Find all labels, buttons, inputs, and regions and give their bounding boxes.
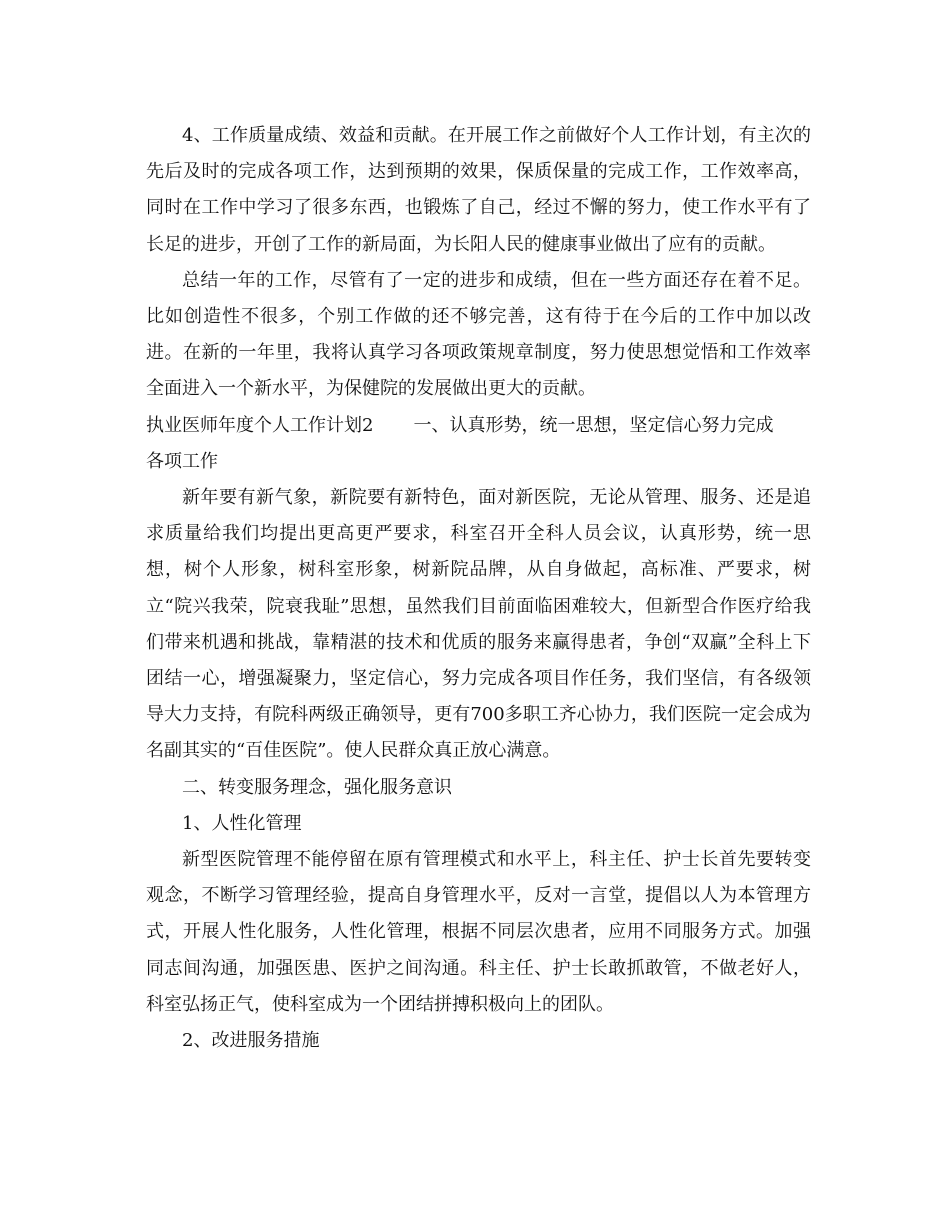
document-page (146, 118, 811, 1059)
document-title: 执业医师年度个人工作计划2 (146, 414, 374, 436)
paragraph-work-quality: 4、工作质量成绩、效益和贡献。在开展工作之前做好个人工作计划，有主次的先后及时的完成各项工作，达到预期的效果，保质保量的完成工作，工作效率高，同时在工作中学习了很多东西，也锻炼了自己，经过不懈的努力，使工作水平有了长足的进步，开创了工作的新局面，为长阳人民的健康事业做出了应有的贡献。 (146, 125, 811, 255)
paragraph-year-summary: 总结一年的工作，尽管有了一定的进步和成绩，但在一些方面还存在着不足。比如创造性不很多，个别工作做的还不够完善，这有待于在今后的工作中加以改进。在新的一年里，我将认真学习各项政策规章制度，努力使思想觉悟和工作效率全面进入一个新水平，为保健院的发展做出更大的贡献。 (146, 269, 811, 400)
title-line (146, 408, 811, 444)
item2-heading: 2、改进服务措施 (182, 1030, 320, 1052)
section1-heading: 一、认真形势，统一思想，坚定信心努力完成 (413, 414, 774, 436)
section2-heading: 二、转变服务理念，强化服务意识 (182, 776, 452, 798)
paragraph-item1-body: 新型医院管理不能停留在原有管理模式和水平上，科主任、护士长首先要转变观念，不断学习管理经验，提高自身管理水平，反对一言堂，提倡以人为本管理方式，开展人性化服务，人性化管理，根据不同层次患者，应用不同服务方式。加强同志间沟通，加强医患、医护之间沟通。科主任、护士长敢抓敢管，不做老好人，科室弘扬正气，使科室成为一个团结拼搏积极向上的团队。 (146, 849, 811, 1015)
paragraph-section1-body: 新年要有新气象，新院要有新特色，面对新医院，无论从管理、服务、还是追求质量给我们均提出更高更严要求，科室召开全科人员会议，认真形势，统一思想，树个人形象，树科室形象，树新院品牌，从自身做起，高标准、严要求，树立“院兴我荣，院衰我耻”思想，虽然我们目前面临困难较大，但新型合作医疗给我们带来机遇和挑战，靠精湛的技术和优质的服务来赢得患者，争创“双赢”全科上下团结一心，增强凝聚力，坚定信心，努力完成各项目作任务，我们坚信，有各级领导大力支持，有院科两级正确领导，更有700多职工齐心协力，我们医院一定会成为名副其实的“百佳医院”。使人民群众真正放心满意。 (146, 487, 811, 762)
item1-heading: 1、人性化管理 (182, 812, 302, 834)
section1-heading-continued: 各项工作 (146, 450, 218, 472)
